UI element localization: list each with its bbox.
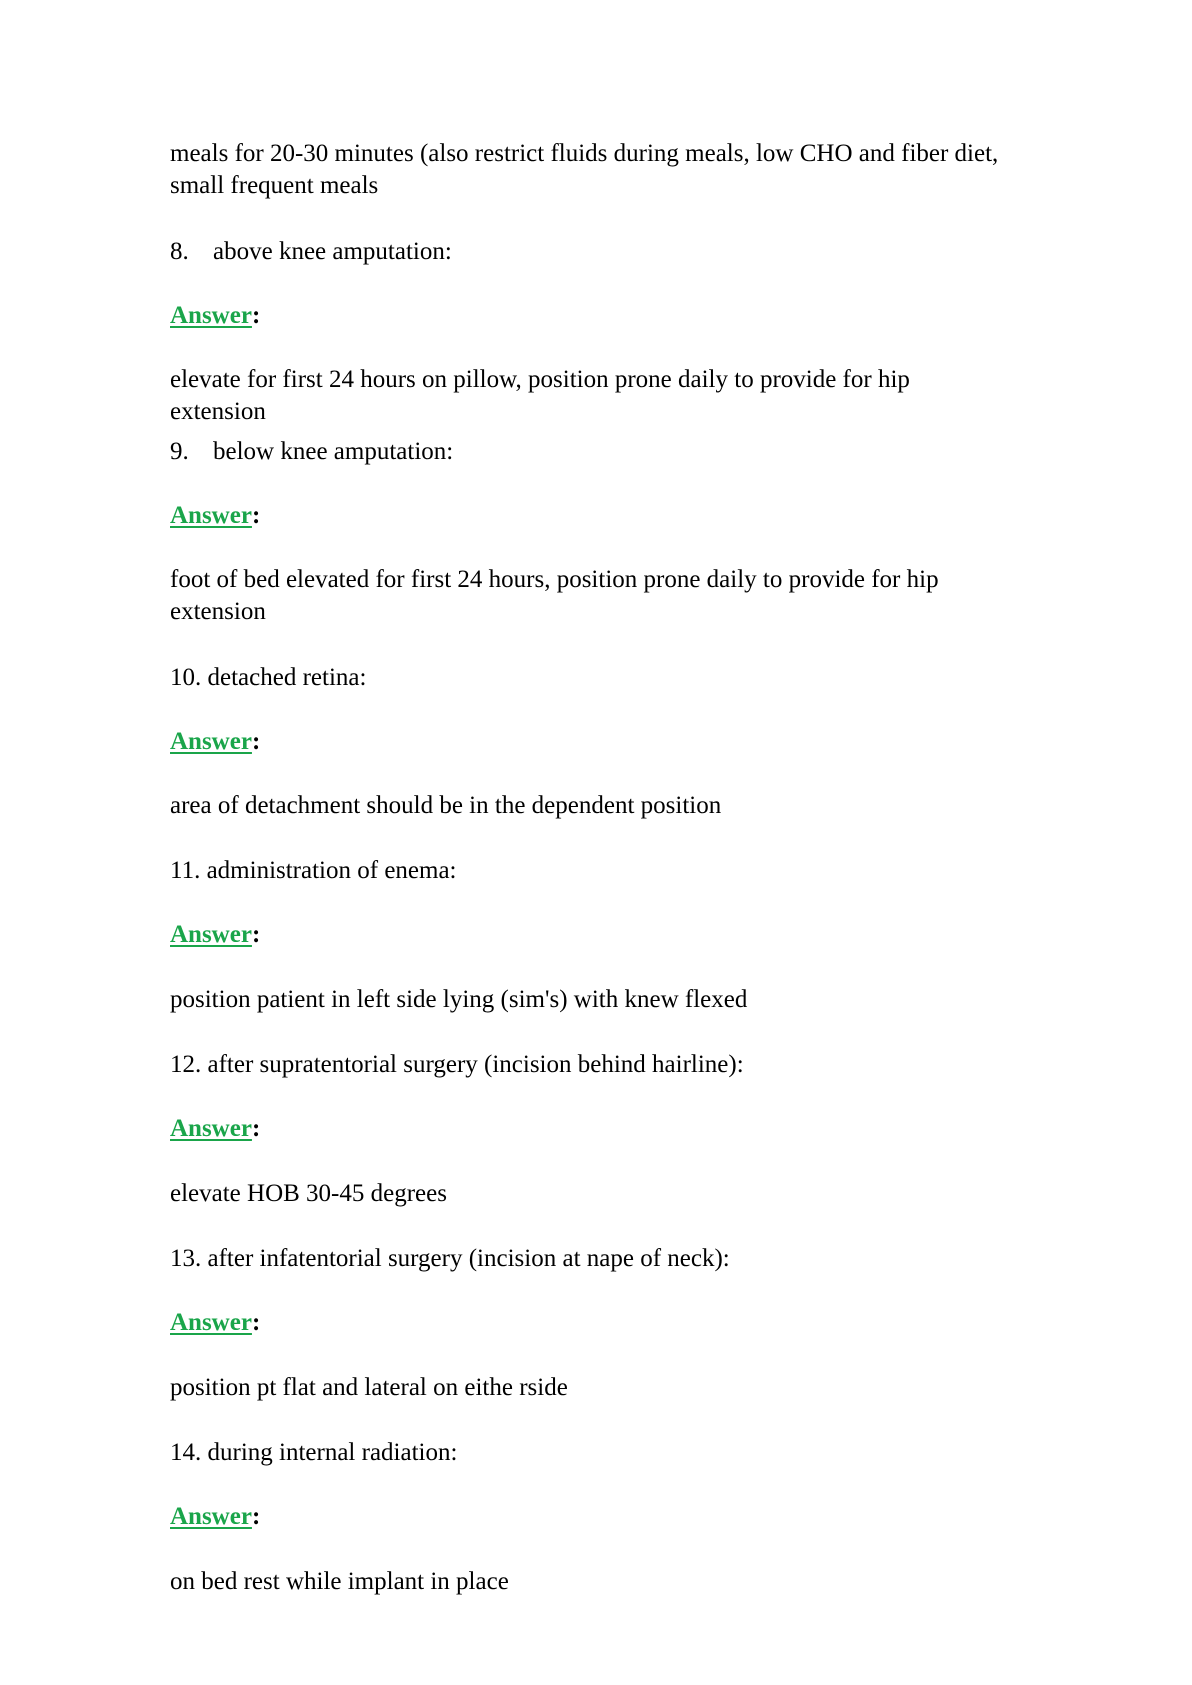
question-8 bbox=[170, 236, 452, 268]
answer-link[interactable]: Answer bbox=[170, 1309, 252, 1336]
answer-link[interactable]: Answer bbox=[170, 1115, 252, 1142]
answer-10-line-1: area of detachment should be in the dependent position bbox=[170, 792, 722, 819]
answer-12-line-1: elevate HOB 30-45 degrees bbox=[170, 1180, 447, 1207]
answer-colon: : bbox=[251, 302, 261, 329]
answer-13-line-1: position pt flat and lateral on eithe rside bbox=[170, 1374, 568, 1401]
question-number: 9. bbox=[170, 438, 189, 465]
intro-line-1: meals for 20-30 minutes (also restrict fluids during meals, low CHO and fiber diet, bbox=[170, 140, 999, 167]
question-number: 8. bbox=[170, 238, 189, 265]
question-text: during internal radiation: bbox=[207, 1439, 458, 1466]
question-13 bbox=[170, 1243, 730, 1275]
answer-label-9 bbox=[170, 500, 260, 532]
question-text: after infatentorial surgery (incision at nape of neck): bbox=[207, 1245, 730, 1272]
question-text: administration of enema: bbox=[206, 857, 457, 884]
answer-11-line-1: position patient in left side lying (sim's) with knew flexed bbox=[170, 986, 748, 1013]
question-9 bbox=[170, 436, 453, 468]
answer-colon: : bbox=[251, 502, 261, 529]
question-number: 11. bbox=[170, 857, 201, 884]
answer-colon: : bbox=[251, 921, 261, 948]
answer-colon: : bbox=[251, 1503, 261, 1530]
answer-8-line-1: elevate for first 24 hours on pillow, position prone daily to provide for hip bbox=[170, 366, 910, 393]
answer-label-14 bbox=[170, 1501, 260, 1533]
question-text: detached retina: bbox=[207, 664, 367, 691]
question-number: 14. bbox=[170, 1439, 202, 1466]
answer-colon: : bbox=[251, 728, 261, 755]
answer-label-8 bbox=[170, 300, 260, 332]
question-11 bbox=[170, 855, 457, 887]
answer-link[interactable]: Answer bbox=[170, 1503, 252, 1530]
question-text: after supratentorial surgery (incision behind hairline): bbox=[207, 1051, 744, 1078]
question-14 bbox=[170, 1437, 457, 1469]
intro-line-2: small frequent meals bbox=[170, 172, 379, 199]
answer-link[interactable]: Answer bbox=[170, 502, 252, 529]
answer-link[interactable]: Answer bbox=[170, 728, 252, 755]
answer-9-line-1: foot of bed elevated for first 24 hours, position prone daily to provide for hip bbox=[170, 566, 939, 593]
answer-label-12 bbox=[170, 1113, 260, 1145]
question-number: 13. bbox=[170, 1245, 202, 1272]
answer-label-11 bbox=[170, 919, 260, 951]
question-text: below knee amputation: bbox=[213, 438, 454, 465]
answer-14-line-1: on bed rest while implant in place bbox=[170, 1568, 509, 1595]
question-text: above knee amputation: bbox=[213, 238, 452, 265]
question-number: 10. bbox=[170, 664, 202, 691]
answer-9-line-2: extension bbox=[170, 598, 266, 625]
question-10 bbox=[170, 662, 366, 694]
answer-label-13 bbox=[170, 1307, 260, 1339]
answer-colon: : bbox=[251, 1309, 261, 1336]
answer-link[interactable]: Answer bbox=[170, 302, 252, 329]
answer-colon: : bbox=[251, 1115, 261, 1142]
question-12 bbox=[170, 1049, 744, 1081]
answer-link[interactable]: Answer bbox=[170, 921, 252, 948]
answer-8-line-2: extension bbox=[170, 398, 266, 425]
answer-label-10 bbox=[170, 726, 260, 758]
question-number: 12. bbox=[170, 1051, 202, 1078]
